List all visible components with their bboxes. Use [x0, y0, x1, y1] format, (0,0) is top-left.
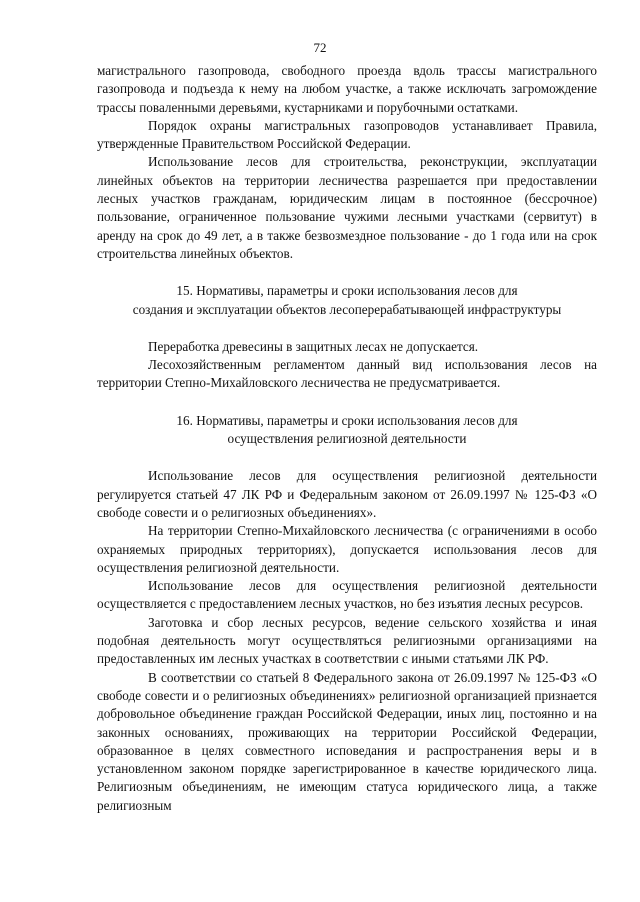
page-content [97, 62, 597, 815]
section-heading-16-line2: осуществления религиозной деятельности [227, 431, 467, 447]
paragraph: Лесохозяйственным регламентом данный вид использования лесов на территории Степно-Михайловского лесничества не предусматривается. [97, 357, 597, 391]
paragraph: магистрального газопровода, свободного проезда вдоль трассы магистрального газопровода и подъезда к нему на любом участке, а также исключать загромождение трассы поваленными деревьями, кустарниками и порубочными остатками. [97, 63, 597, 115]
section-heading-15-line1: 15. Нормативы, параметры и сроки использования лесов для [176, 283, 518, 299]
paragraph: В соответствии со статьей 8 Федерального закона от 26.09.1997 № 125-ФЗ «О свободе совести и о религиозных объединениях» религиозной организацией признается добровольное объединение граждан Российской Федерации, иных лиц, постоянно и на законных основаниях, проживающих на территории Российской Федерации, образованное в целях совместного исповедания и распространения веры и в установленном законом порядке зарегистрированное в качестве юридического лица. Религиозным объединениям, не имеющим статуса юридического лица, а также религиозным [97, 669, 597, 813]
paragraph: На территории Степно-Михайловского лесничества (с ограничениями в особо охраняемых природных территориях), допускается использования лесов для осуществления религиозной деятельности. [97, 523, 597, 575]
paragraph: Порядок охраны магистральных газопроводов устанавливает Правила, утвержденные Правительством Российской Федерации. [97, 117, 597, 152]
section-heading-15-line2: создания и эксплуатации объектов лесоперерабатывающей инфраструктуры [132, 301, 562, 317]
paragraph: Использование лесов для осуществления религиозной деятельности регулируется статьей 47 ЛК РФ и Федеральным законом от 26.09.1997 № 125-ФЗ «О свободе совести и о религиозных объединениях». [97, 468, 597, 520]
paragraph: Использование лесов для строительства, реконструкции, эксплуатации линейных объектов на территории лесничества разрешается при предоставлении лесных участков гражданам, юридическим лицам в постоянное (бессрочное) пользование, ограниченное пользование чужими лесными участками (сервитут) в аренду на срок до 49 лет, а в также безвозмездное пользование - до 1 года или на срок строительства линейных объектов. [97, 154, 597, 261]
paragraph: Использование лесов для осуществления религиозной деятельности осуществляется с предоставлением лесных участков, но без изъятия лесных ресурсов. [97, 578, 597, 612]
section-heading-16-line1: 16. Нормативы, параметры и сроки использования лесов для [176, 412, 518, 428]
page-number: 72 [313, 40, 327, 55]
paragraph: Заготовка и сбор лесных ресурсов, ведение сельского хозяйства и иная подобная деятельность могут осуществляться религиозными организациями на предоставленных им лесных участках в соответствии с иными статьями ЛК РФ. [97, 614, 597, 667]
paragraph: Переработка древесины в защитных лесах не допускается. [148, 338, 479, 354]
